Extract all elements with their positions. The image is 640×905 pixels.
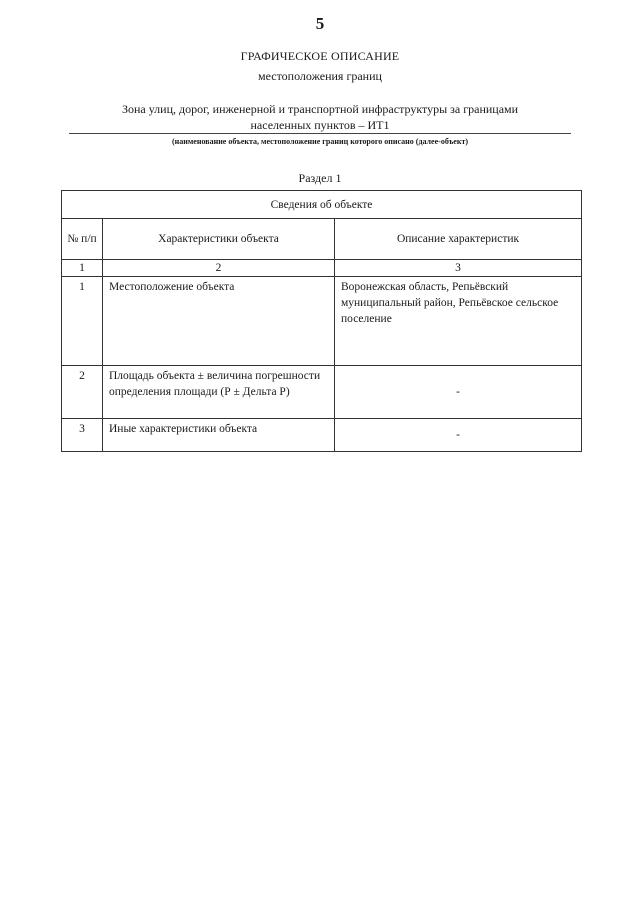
object-info-table [61,190,582,452]
column-header-characteristic: Характеристики объекта [103,219,335,260]
row-characteristic: Площадь объекта ± величина погрешности определения площади (Р ± Дельта Р) [103,366,335,419]
row-number: 3 [62,419,103,452]
document-subtitle: местоположения границ [258,69,382,83]
object-name-caption: (наименование объекта, местоположение границ которого описано (далее-объект) [171,137,469,146]
column-number: 2 [103,260,335,277]
row-description: - [335,419,582,452]
row-number: 2 [62,366,103,419]
row-number: 1 [62,277,103,366]
column-header-description: Описание характеристик [335,219,582,260]
object-name-line-2: населенных пунктов – ИТ1 [250,118,390,132]
table-caption: Сведения об объекте [62,191,582,219]
page-number: 5 [315,14,325,33]
table-caption-row [62,191,582,219]
section-label: Раздел 1 [298,171,342,185]
row-description: Воронежская область, Репьёвский муниципальный район, Репьёвское сельское поселение [335,277,582,366]
column-header-number: № п/п [62,219,103,260]
row-description: - [335,366,582,419]
table-row [62,419,582,452]
column-number: 1 [62,260,103,277]
object-name [90,101,550,133]
column-number-row [62,260,582,277]
table-row [62,366,582,419]
row-characteristic: Иные характеристики объекта [103,419,335,452]
document-title: ГРАФИЧЕСКОЕ ОПИСАНИЕ [240,49,400,63]
column-number: 3 [335,260,582,277]
object-name-underline [69,133,571,134]
table-row [62,277,582,366]
row-characteristic: Местоположение объекта [103,277,335,366]
table-header-row [62,219,582,260]
object-name-line-1: Зона улиц, дорог, инженерной и транспортной инфраструктуры за границами [121,102,519,116]
